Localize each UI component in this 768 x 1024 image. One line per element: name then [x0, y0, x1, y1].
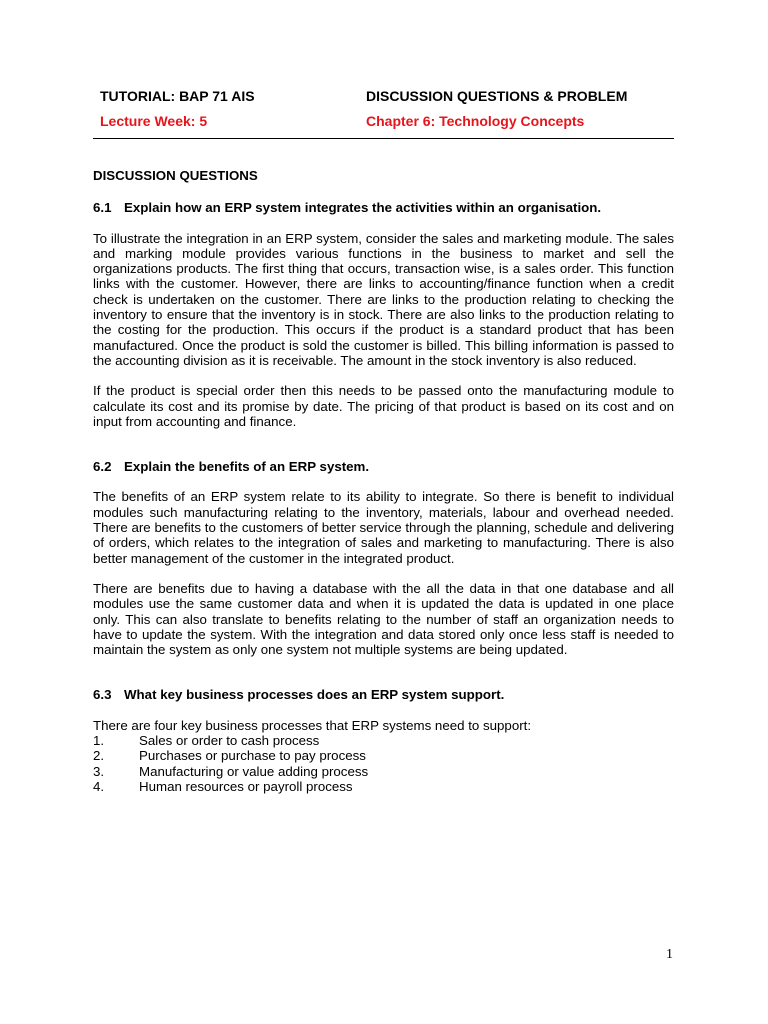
- answer-paragraph: If the product is special order then this needs to be passed onto the manufacturing module to calculate its cost and its promise by date. The pricing of that product is based on its cost and on input from accounting and finance.: [93, 383, 674, 429]
- list-item: 4. Human resources or payroll process: [93, 778, 353, 794]
- header-divider: [93, 138, 674, 139]
- process-list: [93, 733, 674, 794]
- question-number: 6.1: [93, 200, 112, 216]
- question-number: 6.2: [93, 459, 112, 475]
- page-number: 1: [666, 947, 673, 962]
- answer-paragraph: There are benefits due to having a database with the all the data in that one database and all modules use the same customer data and when it is updated the data is updated in one place only. This can also translate to benefits relating to the number of staff an organization needs to have to update the system. With the integration and data stored only once less staff is needed to maintain the system as only one system not multiple systems are being updated.: [93, 580, 674, 658]
- question-title: Explain the benefits of an ERP system.: [124, 459, 370, 475]
- lecture-week: Lecture Week: 5: [100, 113, 208, 129]
- chapter-title: Chapter 6: Technology Concepts: [366, 113, 585, 129]
- section-heading: DISCUSSION QUESTIONS: [93, 168, 258, 183]
- document-body: [93, 168, 674, 794]
- question-heading: [93, 459, 674, 474]
- answer-paragraph: To illustrate the integration in an ERP system, consider the sales and marketing module. The sales and marking module provides various functions in the business to market and sell the organizations products. The first thing that occurs, transaction wise, is a sales order. This function links with the customer. However, there are links to accounting/finance function when a credit check is undertaken on the customer. There are links to the production relating to checking the inventory to ensure that the inventory is in stock. There are also links to the production relating to the costing for the production. This occurs if the product is a standard product that has been manufactured. Once the product is sold the customer is billed. This billing information is passed to the accounting division as it is receivable. The amount in the stock inventory is also reduced.: [93, 230, 674, 368]
- question-number: 6.3: [93, 687, 112, 703]
- tutorial-title: TUTORIAL: BAP 71 AIS: [100, 88, 255, 104]
- question-title: Explain how an ERP system integrates the activities within an organisation.: [124, 200, 602, 216]
- list-item: 2. Purchases or purchase to pay process: [93, 748, 366, 764]
- answer-paragraph: There are four key business processes that ERP systems need to support:: [93, 717, 532, 733]
- question-heading: [93, 200, 674, 215]
- discussion-title: DISCUSSION QUESTIONS & PROBLEM: [366, 88, 628, 104]
- list-item: 3. Manufacturing or value adding process: [93, 763, 369, 779]
- question-heading: [93, 687, 674, 702]
- answer-paragraph: The benefits of an ERP system relate to its ability to integrate. So there is benefit to individual modules such manufacturing relating to the inventory, materials, labour and overhead needed. There are benefits to the customers of better service through the planning, schedule and delivering of orders, which relates to the integration of sales and marketing to manufacturing. There is also better management of the customer in the integrated product.: [93, 489, 674, 566]
- list-item: 1. Sales or order to cash process: [93, 733, 320, 749]
- question-title: What key business processes does an ERP system support.: [124, 687, 505, 703]
